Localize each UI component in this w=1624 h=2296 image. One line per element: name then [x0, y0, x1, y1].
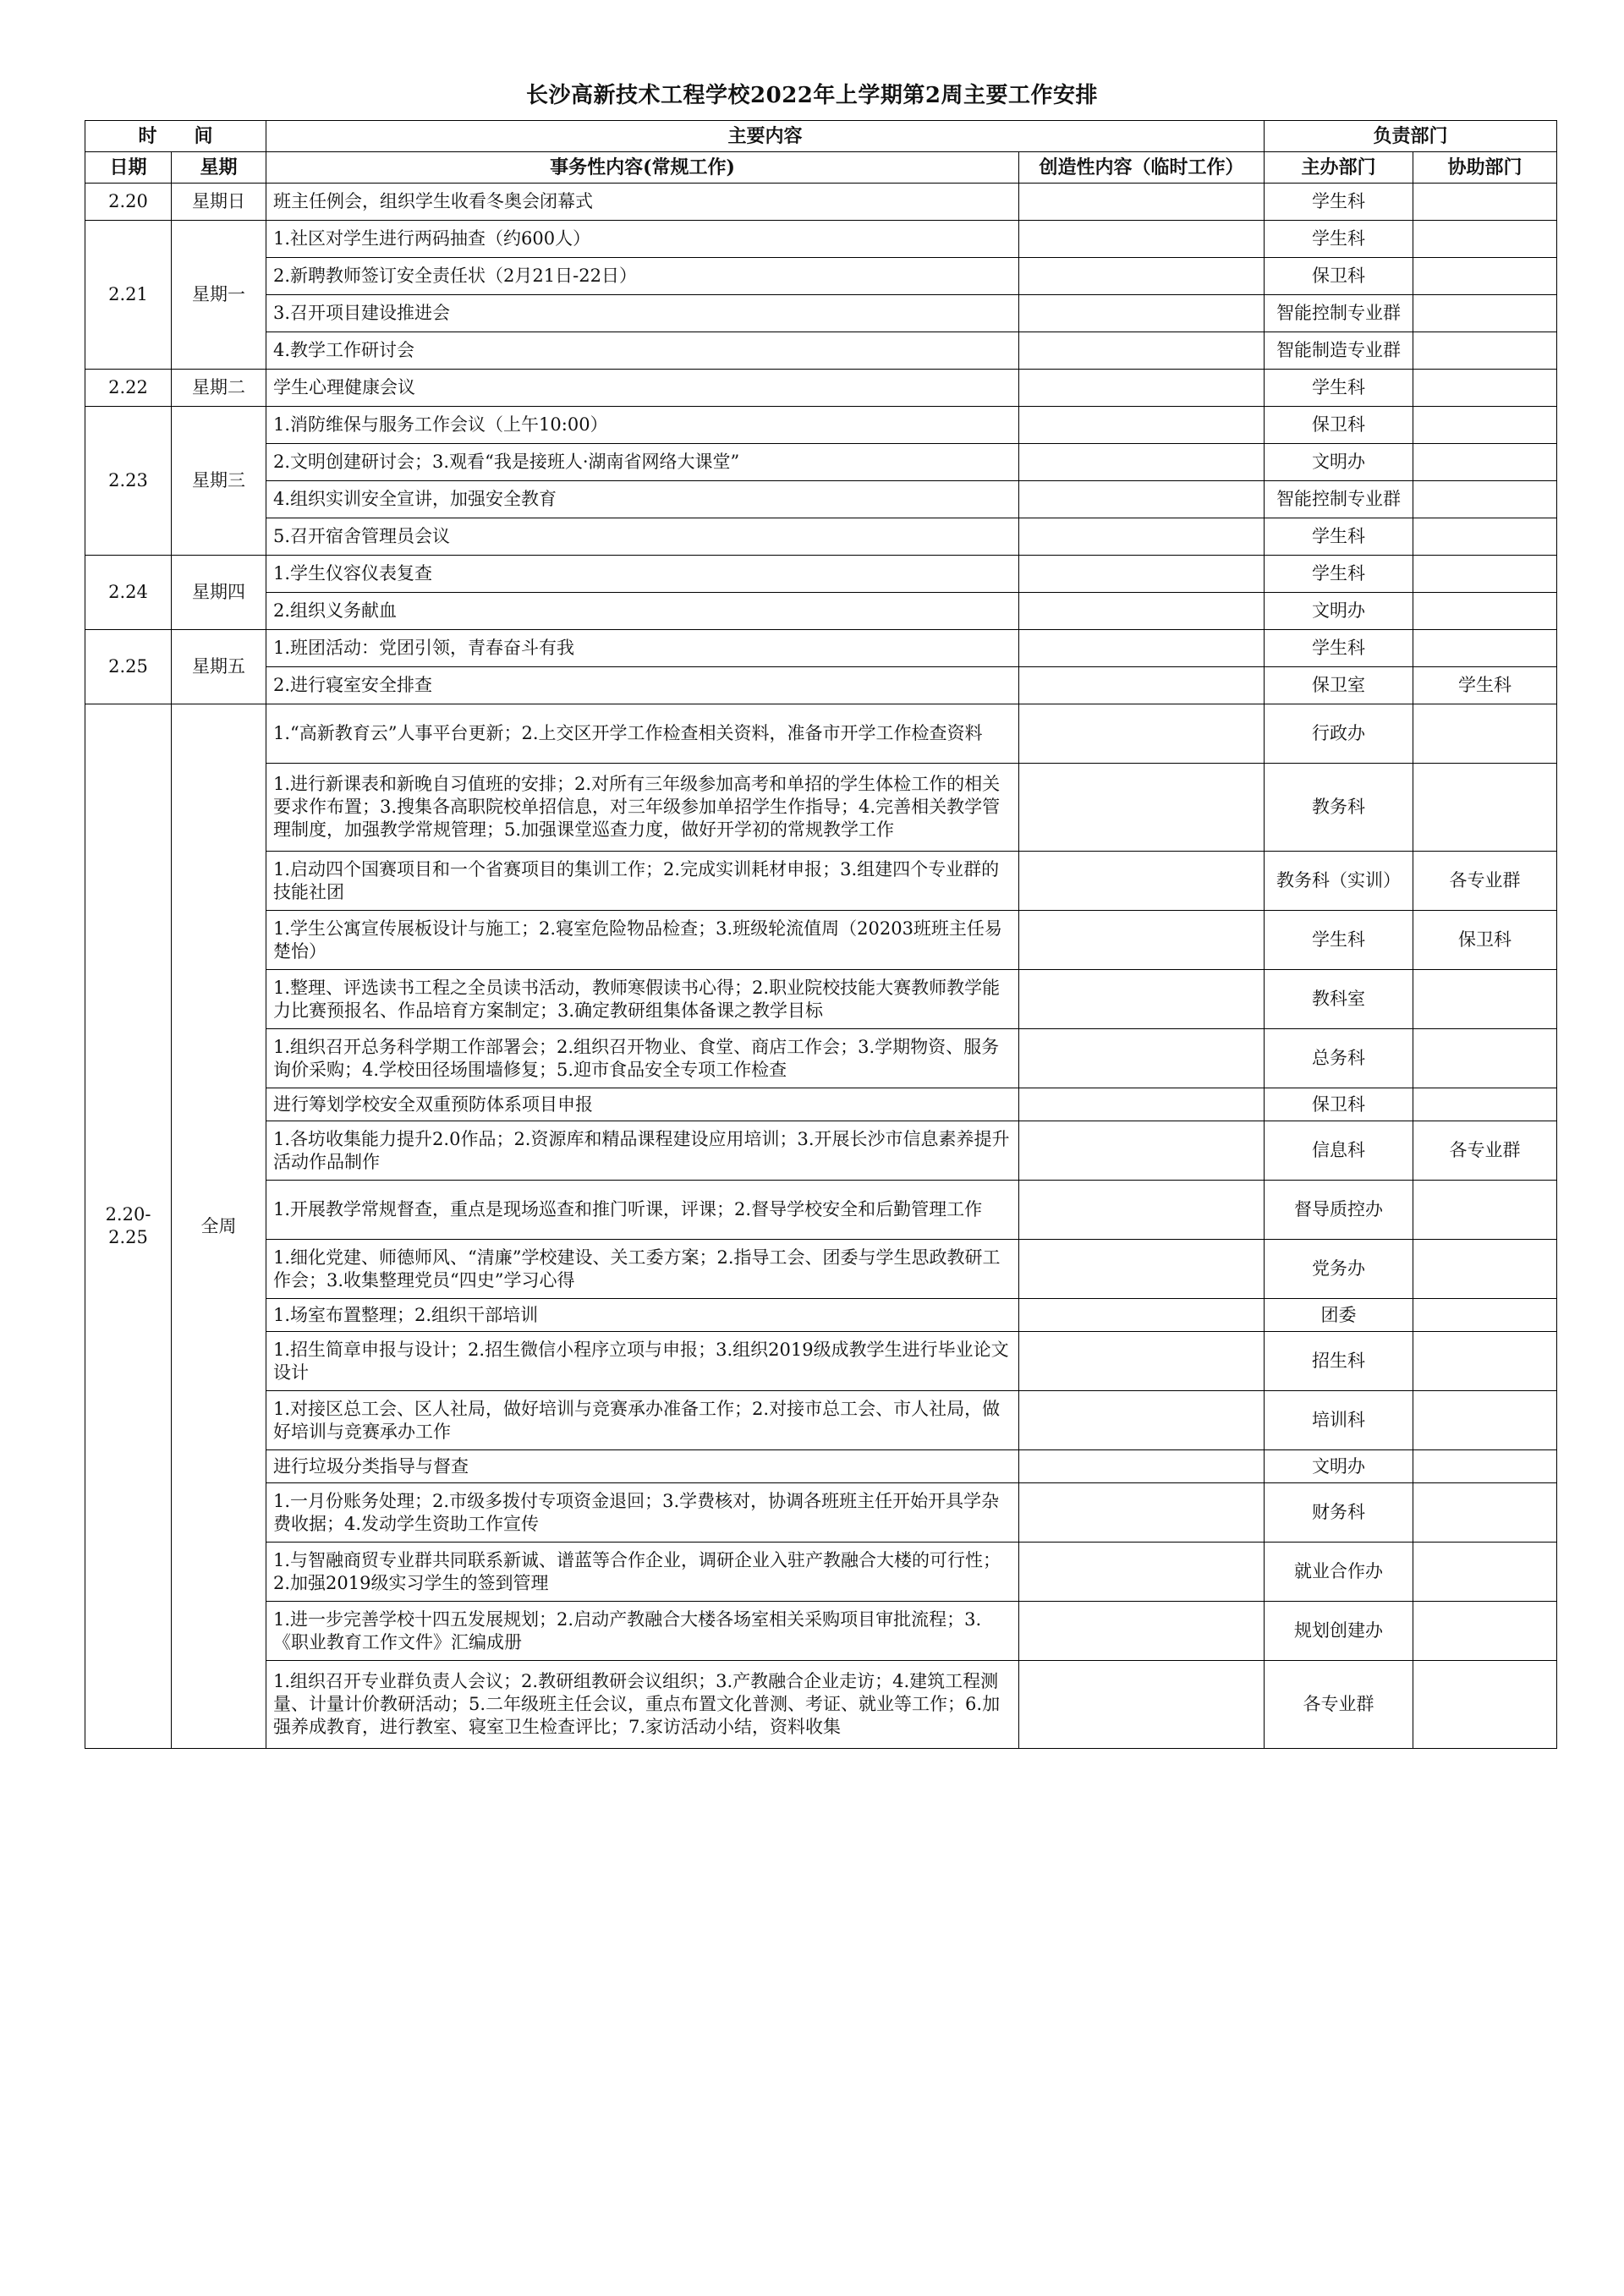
routine-content-cell: 1.进行新课表和新晚自习值班的安排；2.对所有三年级参加高考和单招的学生体检工作的相关要求作布置；3.搜集各高职院校单招信息，对三年级参加单招学生作指导；4.完善相关教学管理制度，加强教学常规管理；5.加强课堂巡查力度，做好开学初的常规教学工作 — [266, 764, 1019, 852]
page-title: 长沙高新技术工程学校2022年上学期第2周主要工作安排 — [526, 83, 1098, 108]
date-cell: 2.20 — [85, 184, 172, 221]
assist-dept-cell — [1413, 444, 1557, 481]
table-row — [85, 221, 1557, 258]
table-row — [85, 370, 1557, 407]
lead-dept-cell: 教务科 — [1265, 764, 1413, 852]
table-row — [85, 764, 1557, 852]
routine-content-cell: 1.场室布置整理；2.组织干部培训 — [266, 1299, 1019, 1332]
routine-content-cell: 2.文明创建研讨会；3.观看“我是接班人·湖南省网络大课堂” — [266, 444, 1019, 481]
date-cell: 2.20- 2.25 — [85, 704, 172, 1749]
assist-dept-cell: 各专业群 — [1413, 1121, 1557, 1181]
routine-content-cell: 1.社区对学生进行两码抽查（约600人） — [266, 221, 1019, 258]
routine-content-cell: 学生心理健康会议 — [266, 370, 1019, 407]
table-row — [85, 630, 1557, 667]
lead-dept-cell: 学生科 — [1265, 184, 1413, 221]
table-row — [85, 1240, 1557, 1299]
date-cell: 2.21 — [85, 221, 172, 370]
creative-content-cell — [1019, 1332, 1265, 1391]
table-row — [85, 258, 1557, 295]
lead-dept-cell: 保卫科 — [1265, 258, 1413, 295]
creative-content-cell — [1019, 221, 1265, 258]
weekday-cell: 星期五 — [172, 630, 266, 704]
weekday-cell: 星期一 — [172, 221, 266, 370]
table-row — [85, 518, 1557, 556]
date-cell: 2.22 — [85, 370, 172, 407]
weekday-cell: 星期二 — [172, 370, 266, 407]
table-row — [85, 481, 1557, 518]
assist-dept-cell — [1413, 1483, 1557, 1543]
table-row — [85, 1121, 1557, 1181]
creative-content-cell — [1019, 764, 1265, 852]
creative-content-cell — [1019, 518, 1265, 556]
assist-dept-cell — [1413, 1240, 1557, 1299]
creative-content-cell — [1019, 332, 1265, 370]
lead-dept-cell: 智能控制专业群 — [1265, 295, 1413, 332]
assist-dept-cell — [1413, 1332, 1557, 1391]
date-cell: 2.23 — [85, 407, 172, 556]
creative-content-cell — [1019, 1299, 1265, 1332]
assist-dept-cell — [1413, 221, 1557, 258]
routine-content-cell: 1.学生公寓宣传展板设计与施工；2.寝室危险物品检查；3.班级轮流值周（20203班班主任易楚怡） — [266, 911, 1019, 970]
routine-content-cell: 1.进一步完善学校十四五发展规划；2.启动产教融合大楼各场室相关采购项目审批流程；3.《职业教育工作文件》汇编成册 — [266, 1602, 1019, 1661]
lead-dept-cell: 总务科 — [1265, 1029, 1413, 1088]
creative-content-cell — [1019, 1483, 1265, 1543]
creative-content-cell — [1019, 852, 1265, 911]
lead-dept-cell: 各专业群 — [1265, 1661, 1413, 1749]
routine-content-cell: 1.与智融商贸专业群共同联系新诚、谱蓝等合作企业，调研企业入驻产教融合大楼的可行性；2.加强2019级实习学生的签到管理 — [266, 1543, 1019, 1602]
lead-dept-cell: 规划创建办 — [1265, 1602, 1413, 1661]
creative-content-cell — [1019, 593, 1265, 630]
header-main-content: 主要内容 — [266, 121, 1265, 152]
table-row — [85, 407, 1557, 444]
table-row — [85, 1029, 1557, 1088]
table-row — [85, 295, 1557, 332]
assist-dept-cell — [1413, 1299, 1557, 1332]
assist-dept-cell: 学生科 — [1413, 667, 1557, 704]
creative-content-cell — [1019, 444, 1265, 481]
header-date: 日期 — [85, 152, 172, 184]
weekday-cell: 星期三 — [172, 407, 266, 556]
schedule-table — [85, 120, 1557, 1749]
assist-dept-cell — [1413, 1543, 1557, 1602]
lead-dept-cell: 智能控制专业群 — [1265, 481, 1413, 518]
lead-dept-cell: 财务科 — [1265, 1483, 1413, 1543]
lead-dept-cell: 信息科 — [1265, 1121, 1413, 1181]
assist-dept-cell — [1413, 1661, 1557, 1749]
assist-dept-cell — [1413, 1450, 1557, 1483]
creative-content-cell — [1019, 1181, 1265, 1240]
header-routine: 事务性内容(常规工作) — [266, 152, 1019, 184]
lead-dept-cell: 督导质控办 — [1265, 1181, 1413, 1240]
table-row — [85, 1661, 1557, 1749]
routine-content-cell: 2.新聘教师签订安全责任状（2月21日-22日） — [266, 258, 1019, 295]
creative-content-cell — [1019, 970, 1265, 1029]
routine-content-cell: 1.组织召开总务科学期工作部署会；2.组织召开物业、食堂、商店工作会；3.学期物资、服务询价采购；4.学校田径场围墙修复；5.迎市食品安全专项工作检查 — [266, 1029, 1019, 1088]
creative-content-cell — [1019, 556, 1265, 593]
routine-content-cell: 1.对接区总工会、区人社局，做好培训与竞赛承办准备工作；2.对接市总工会、市人社局，做好培训与竞赛承办工作 — [266, 1391, 1019, 1450]
routine-content-cell: 4.组织实训安全宣讲，加强安全教育 — [266, 481, 1019, 518]
routine-content-cell: 2.组织义务献血 — [266, 593, 1019, 630]
creative-content-cell — [1019, 1240, 1265, 1299]
routine-content-cell: 1.招生简章申报与设计；2.招生微信小程序立项与申报；3.组织2019级成教学生进行毕业论文设计 — [266, 1332, 1019, 1391]
lead-dept-cell: 文明办 — [1265, 444, 1413, 481]
creative-content-cell — [1019, 1661, 1265, 1749]
lead-dept-cell: 文明办 — [1265, 593, 1413, 630]
header-creative: 创造性内容（临时工作） — [1019, 152, 1265, 184]
lead-dept-cell: 学生科 — [1265, 221, 1413, 258]
creative-content-cell — [1019, 370, 1265, 407]
header-weekday: 星期 — [172, 152, 266, 184]
lead-dept-cell: 保卫科 — [1265, 1088, 1413, 1121]
routine-content-cell: 3.召开项目建设推进会 — [266, 295, 1019, 332]
creative-content-cell — [1019, 184, 1265, 221]
table-row — [85, 1543, 1557, 1602]
creative-content-cell — [1019, 1088, 1265, 1121]
assist-dept-cell — [1413, 1029, 1557, 1088]
table-row — [85, 667, 1557, 704]
lead-dept-cell: 智能制造专业群 — [1265, 332, 1413, 370]
assist-dept-cell — [1413, 184, 1557, 221]
lead-dept-cell: 行政办 — [1265, 704, 1413, 764]
creative-content-cell — [1019, 481, 1265, 518]
lead-dept-cell: 就业合作办 — [1265, 1543, 1413, 1602]
lead-dept-cell: 团委 — [1265, 1299, 1413, 1332]
assist-dept-cell — [1413, 370, 1557, 407]
assist-dept-cell — [1413, 556, 1557, 593]
routine-content-cell: 1.班团活动：党团引领，青春奋斗有我 — [266, 630, 1019, 667]
routine-content-cell: 班主任例会，组织学生收看冬奥会闭幕式 — [266, 184, 1019, 221]
assist-dept-cell — [1413, 1602, 1557, 1661]
creative-content-cell — [1019, 667, 1265, 704]
lead-dept-cell: 学生科 — [1265, 911, 1413, 970]
creative-content-cell — [1019, 1602, 1265, 1661]
lead-dept-cell: 培训科 — [1265, 1391, 1413, 1450]
lead-dept-cell: 教务科（实训） — [1265, 852, 1413, 911]
assist-dept-cell — [1413, 764, 1557, 852]
table-row — [85, 852, 1557, 911]
table-row — [85, 1391, 1557, 1450]
table-row — [85, 1602, 1557, 1661]
routine-content-cell: 1.学生仪容仪表复查 — [266, 556, 1019, 593]
creative-content-cell — [1019, 1391, 1265, 1450]
creative-content-cell — [1019, 258, 1265, 295]
assist-dept-cell — [1413, 593, 1557, 630]
assist-dept-cell — [1413, 970, 1557, 1029]
assist-dept-cell — [1413, 295, 1557, 332]
creative-content-cell — [1019, 407, 1265, 444]
lead-dept-cell: 学生科 — [1265, 518, 1413, 556]
routine-content-cell: 1.一月份账务处理；2.市级多拨付专项资金退回；3.学费核对，协调各班班主任开始开具学杂费收据；4.发动学生资助工作宣传 — [266, 1483, 1019, 1543]
table-row — [85, 911, 1557, 970]
table-row — [85, 1088, 1557, 1121]
assist-dept-cell — [1413, 332, 1557, 370]
assist-dept-cell: 保卫科 — [1413, 911, 1557, 970]
creative-content-cell — [1019, 295, 1265, 332]
table-row — [85, 593, 1557, 630]
lead-dept-cell: 学生科 — [1265, 630, 1413, 667]
assist-dept-cell — [1413, 1391, 1557, 1450]
lead-dept-cell: 学生科 — [1265, 556, 1413, 593]
table-row — [85, 556, 1557, 593]
table-row — [85, 1332, 1557, 1391]
table-row — [85, 1299, 1557, 1332]
table-row — [85, 704, 1557, 764]
creative-content-cell — [1019, 1450, 1265, 1483]
lead-dept-cell: 招生科 — [1265, 1332, 1413, 1391]
routine-content-cell: 2.进行寝室安全排查 — [266, 667, 1019, 704]
creative-content-cell — [1019, 630, 1265, 667]
creative-content-cell — [1019, 911, 1265, 970]
routine-content-cell: 进行筹划学校安全双重预防体系项目申报 — [266, 1088, 1019, 1121]
lead-dept-cell: 教科室 — [1265, 970, 1413, 1029]
assist-dept-cell — [1413, 1088, 1557, 1121]
table-row — [85, 444, 1557, 481]
lead-dept-cell: 学生科 — [1265, 370, 1413, 407]
routine-content-cell: 1.消防维保与服务工作会议（上午10:00） — [266, 407, 1019, 444]
weekday-cell: 星期四 — [172, 556, 266, 630]
lead-dept-cell: 保卫科 — [1265, 407, 1413, 444]
creative-content-cell — [1019, 1543, 1265, 1602]
creative-content-cell — [1019, 1029, 1265, 1088]
lead-dept-cell: 党务办 — [1265, 1240, 1413, 1299]
table-row — [85, 970, 1557, 1029]
table-row — [85, 184, 1557, 221]
table-row — [85, 1450, 1557, 1483]
assist-dept-cell — [1413, 258, 1557, 295]
routine-content-cell: 5.召开宿舍管理员会议 — [266, 518, 1019, 556]
lead-dept-cell: 文明办 — [1265, 1450, 1413, 1483]
header-assist-dept: 协助部门 — [1413, 152, 1557, 184]
routine-content-cell: 1.启动四个国赛项目和一个省赛项目的集训工作；2.完成实训耗材申报；3.组建四个专业群的技能社团 — [266, 852, 1019, 911]
table-row — [85, 1181, 1557, 1240]
table-row — [85, 1483, 1557, 1543]
routine-content-cell: 1.“高新教育云”人事平台更新；2.上交区开学工作检查相关资料，准备市开学工作检查资料 — [266, 704, 1019, 764]
header-time: 时 间 — [85, 121, 266, 152]
routine-content-cell: 1.整理、评选读书工程之全员读书活动，教师寒假读书心得；2.职业院校技能大赛教师教学能力比赛预报名、作品培育方案制定；3.确定教研组集体备课之教学目标 — [266, 970, 1019, 1029]
assist-dept-cell — [1413, 1181, 1557, 1240]
date-cell: 2.25 — [85, 630, 172, 704]
routine-content-cell: 4.教学工作研讨会 — [266, 332, 1019, 370]
assist-dept-cell — [1413, 704, 1557, 764]
table-body — [85, 184, 1557, 1749]
creative-content-cell — [1019, 1121, 1265, 1181]
table-row — [85, 332, 1557, 370]
lead-dept-cell: 保卫室 — [1265, 667, 1413, 704]
table-header — [85, 121, 1557, 184]
creative-content-cell — [1019, 704, 1265, 764]
routine-content-cell: 1.组织召开专业群负责人会议；2.教研组教研会议组织；3.产教融合企业走访；4.建筑工程测量、计量计价教研活动；5.二年级班主任会议，重点布置文化普测、考证、就业等工作；6.加强养成教育，进行教室、寝室卫生检查评比；7.家访活动小结，资料收集 — [266, 1661, 1019, 1749]
assist-dept-cell — [1413, 518, 1557, 556]
header-lead-dept: 主办部门 — [1265, 152, 1413, 184]
assist-dept-cell — [1413, 481, 1557, 518]
routine-content-cell: 进行垃圾分类指导与督查 — [266, 1450, 1019, 1483]
routine-content-cell: 1.各坊收集能力提升2.0作品；2.资源库和精品课程建设应用培训；3.开展长沙市信息素养提升活动作品制作 — [266, 1121, 1019, 1181]
date-cell: 2.24 — [85, 556, 172, 630]
assist-dept-cell — [1413, 407, 1557, 444]
weekday-cell: 星期日 — [172, 184, 266, 221]
routine-content-cell: 1.开展教学常规督查，重点是现场巡查和推门听课，评课；2.督导学校安全和后勤管理工作 — [266, 1181, 1019, 1240]
assist-dept-cell: 各专业群 — [1413, 852, 1557, 911]
weekday-cell: 全周 — [172, 704, 266, 1749]
header-responsible-dept: 负责部门 — [1265, 121, 1557, 152]
routine-content-cell: 1.细化党建、师德师风、“清廉”学校建设、关工委方案；2.指导工会、团委与学生思政教研工作会；3.收集整理党员“四史”学习心得 — [266, 1240, 1019, 1299]
assist-dept-cell — [1413, 630, 1557, 667]
